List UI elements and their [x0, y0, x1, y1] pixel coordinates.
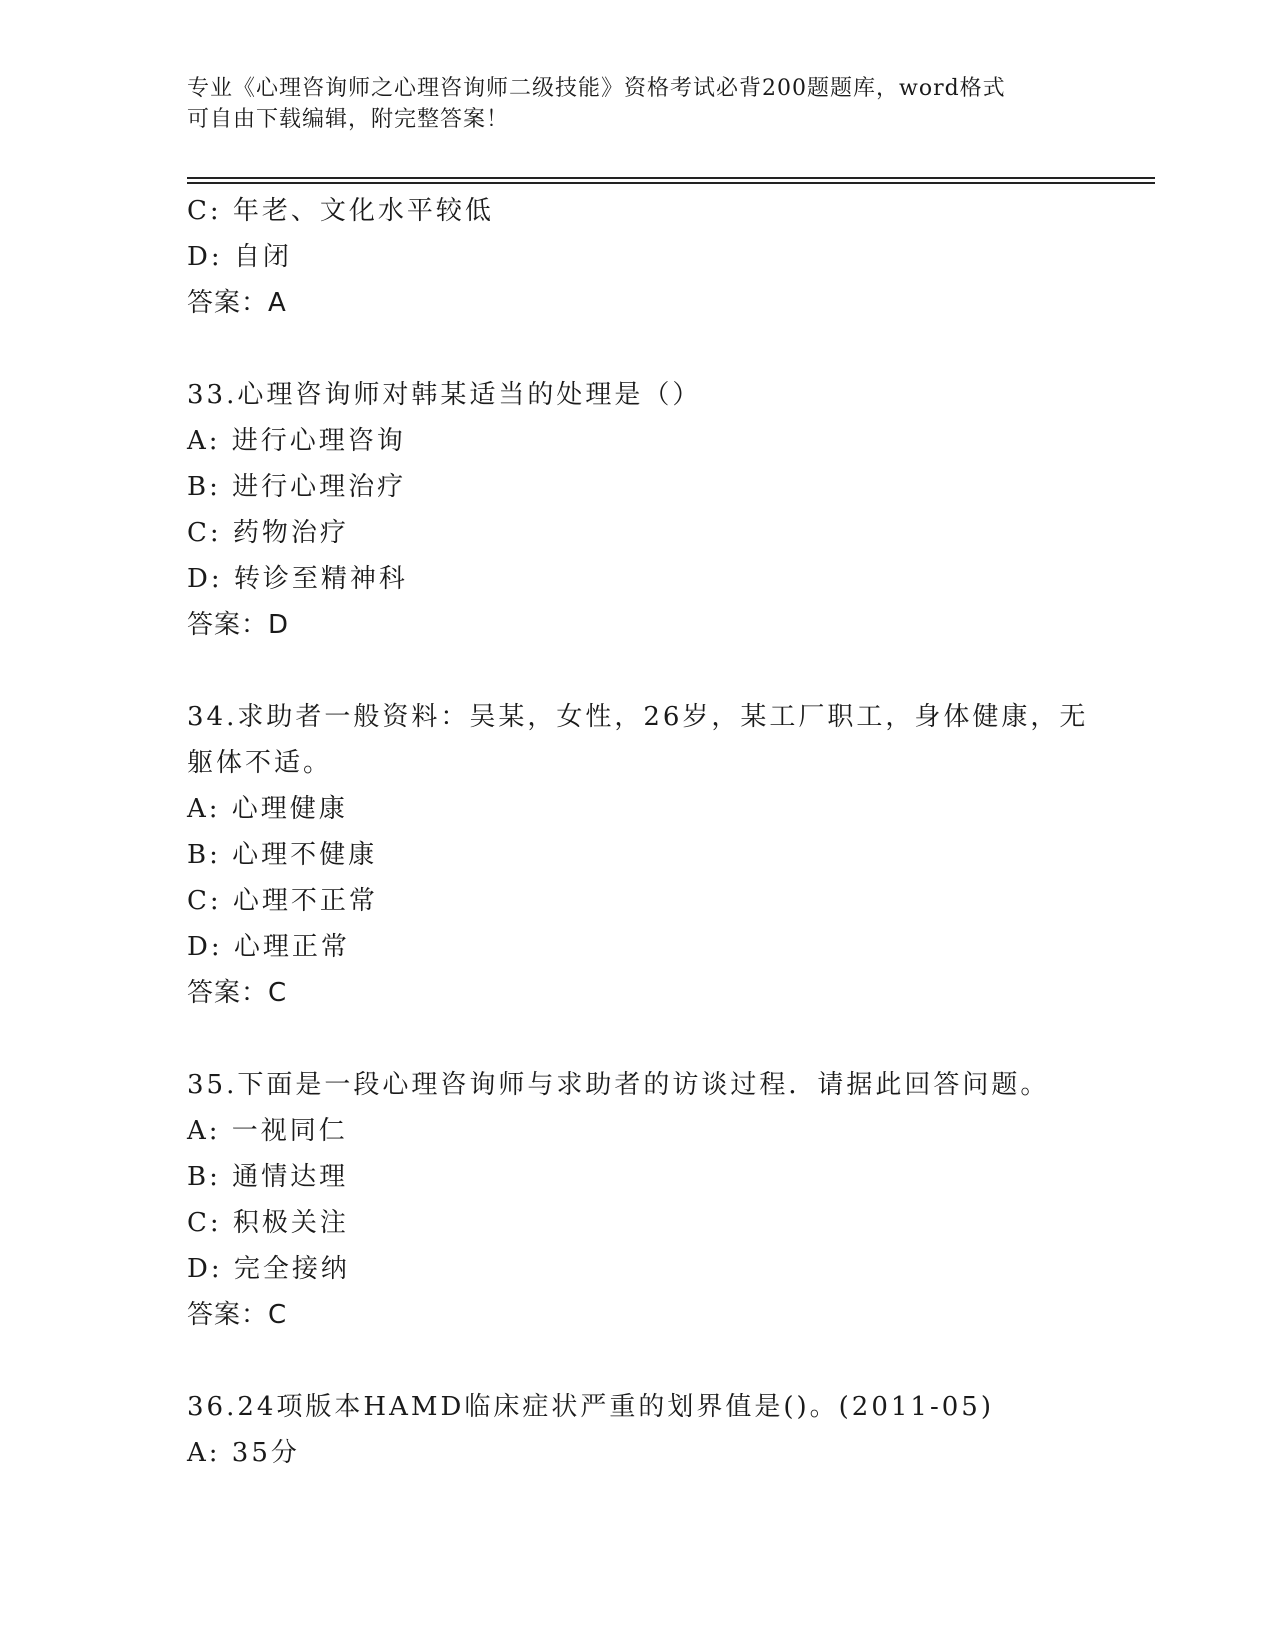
answer-line: 答案：C	[187, 1300, 288, 1330]
spacer	[187, 648, 1087, 694]
option-line: B: 进行心理治疗	[187, 472, 407, 502]
header-title-line-2: 可自由下载编辑，附完整答案！	[187, 107, 510, 132]
option-line: D: 心理正常	[187, 932, 350, 962]
option-line: A: 心理健康	[187, 794, 348, 824]
option-line: C: 积极关注	[187, 1208, 349, 1238]
option-line: D: 自闭	[187, 242, 292, 272]
header-title-line-1: 专业《心理咨询师之心理咨询师二级技能》资格考试必背200题题库，word格式	[187, 76, 1006, 101]
option-line: D: 转诊至精神科	[187, 564, 408, 594]
option-line: D: 完全接纳	[187, 1254, 350, 1284]
answer-line: 答案：D	[187, 610, 290, 640]
option-line: C: 年老、文化水平较低	[187, 196, 494, 226]
question-text: 躯体不适。	[187, 748, 333, 778]
option-line: A: 35分	[187, 1438, 300, 1468]
option-line: C: 心理不正常	[187, 886, 378, 916]
question-text: 33.心理咨询师对韩某适当的处理是（）	[187, 380, 702, 410]
question-list	[187, 188, 1087, 1476]
option-line: B: 通情达理	[187, 1162, 349, 1192]
option-line: B: 心理不健康	[187, 840, 378, 870]
option-line: A: 一视同仁	[187, 1116, 348, 1146]
answer-line: 答案：C	[187, 978, 288, 1008]
question-text: 35.下面是一段心理咨询师与求助者的访谈过程．请据此回答问题。	[187, 1070, 1050, 1100]
question-text: 34.求助者一般资料：吴某，女性，26岁，某工厂职工，身体健康，无	[187, 702, 1089, 732]
spacer	[187, 1338, 1087, 1384]
option-line: C: 药物治疗	[187, 518, 349, 548]
option-line: A: 进行心理咨询	[187, 426, 406, 456]
header-divider-bottom	[187, 182, 1155, 184]
question-text: 36.24项版本HAMD临床症状严重的划界值是()。(2011-05)	[187, 1392, 994, 1422]
spacer	[187, 326, 1087, 372]
header-divider-top	[187, 177, 1155, 179]
document-header	[187, 73, 1087, 135]
spacer	[187, 1016, 1087, 1062]
answer-line: 答案：A	[187, 288, 287, 318]
